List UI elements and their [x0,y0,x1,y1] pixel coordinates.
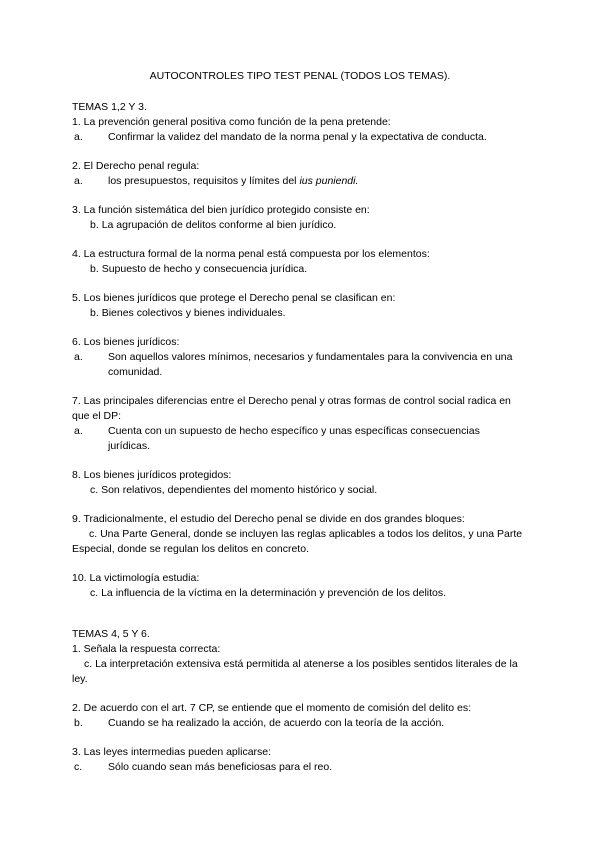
question-text: 9. Tradicionalmente, el estudio del Derecho penal se divide en dos grandes bloques: [72,513,465,525]
document-title: AUTOCONTROLES TIPO TEST PENAL (TODOS LOS TEMAS). [149,70,451,82]
section-heading: TEMAS 4, 5 Y 6. [72,628,150,640]
question-text: 2. De acuerdo con el art. 7 CP, se entiende que el momento de comisión del delito es: [72,702,472,714]
question-2 [72,159,528,189]
question-text: 1. La prevención general positiva como función de la pena pretende: [72,116,391,128]
question-4 [72,247,528,277]
question-9 [72,512,528,557]
answer-text: c. Sólo cuando sean más beneficiosas para el reo. [74,761,333,773]
italic-term: ius puniendi. [299,175,359,187]
question-3 [72,745,528,775]
question-text: 8. Los bienes jurídicos protegidos: [72,469,232,481]
question-text: 1. Señala la respuesta correcta: [72,643,221,655]
question-8 [72,468,528,498]
question-10 [72,571,528,601]
question-5 [72,291,528,321]
question-6 [72,335,528,380]
question-text: 3. Las leyes intermedias pueden aplicarse: [72,746,272,758]
question-3 [72,203,528,233]
answer-text: c. Una Parte General, donde se incluyen las reglas aplicables a todos los delitos, y una Parte Especial, donde se regulan los delitos en concreto. [72,528,523,555]
question-text: 10. La victimología estudia: [72,572,200,584]
answer-text: c. La interpretación extensiva está permitida al atenerse a los posibles sentidos literales de la ley. [72,658,518,685]
question-text: 2. El Derecho penal regula: [72,160,200,172]
answer-text: b. La agrupación de delitos conforme al bien jurídico. [90,219,337,231]
answer-text: b. Supuesto de hecho y consecuencia jurídica. [90,263,308,275]
question-text: 7. Las principales diferencias entre el Derecho penal y otras formas de control social radica en que el DP: [72,395,511,422]
question-2 [72,701,528,731]
section-temas-4-5-6 [72,627,528,775]
question-7 [72,394,528,454]
answer-text: a. Cuenta con un supuesto de hecho específico y unas específicas consecuencias jurídicas. [74,425,480,452]
section-heading: TEMAS 1,2 Y 3. [72,101,147,113]
answer-text: c. Son relativos, dependientes del momento histórico y social. [90,484,378,496]
answer-text: a. Confirmar la validez del mandato de la norma penal y la expectativa de conducta. [74,131,487,143]
question-text: 4. La estructura formal de la norma penal está compuesta por los elementos: [72,248,430,260]
question-1 [72,115,528,145]
answer-text: c. La influencia de la víctima en la determinación y prevención de los delitos. [90,587,447,599]
answer-text: b. Cuando se ha realizado la acción, de acuerdo con la teoría de la acción. [74,717,445,729]
answer-text: b. Bienes colectivos y bienes individuales. [90,307,286,319]
question-text: 5. Los bienes jurídicos que protege el Derecho penal se clasifican en: [72,292,396,304]
answer-text: a. Son aquellos valores mínimos, necesarios y fundamentales para la convivencia en una comunidad. [74,351,513,378]
question-text: 3. La función sistemática del bien jurídico protegido consiste en: [72,204,370,216]
question-1 [72,642,528,687]
answer-text: a. los presupuestos, requisitos y límites del ius puniendi. [74,175,359,187]
question-text: 6. Los bienes jurídicos: [72,336,180,348]
section-temas-1-2-3 [72,100,528,601]
